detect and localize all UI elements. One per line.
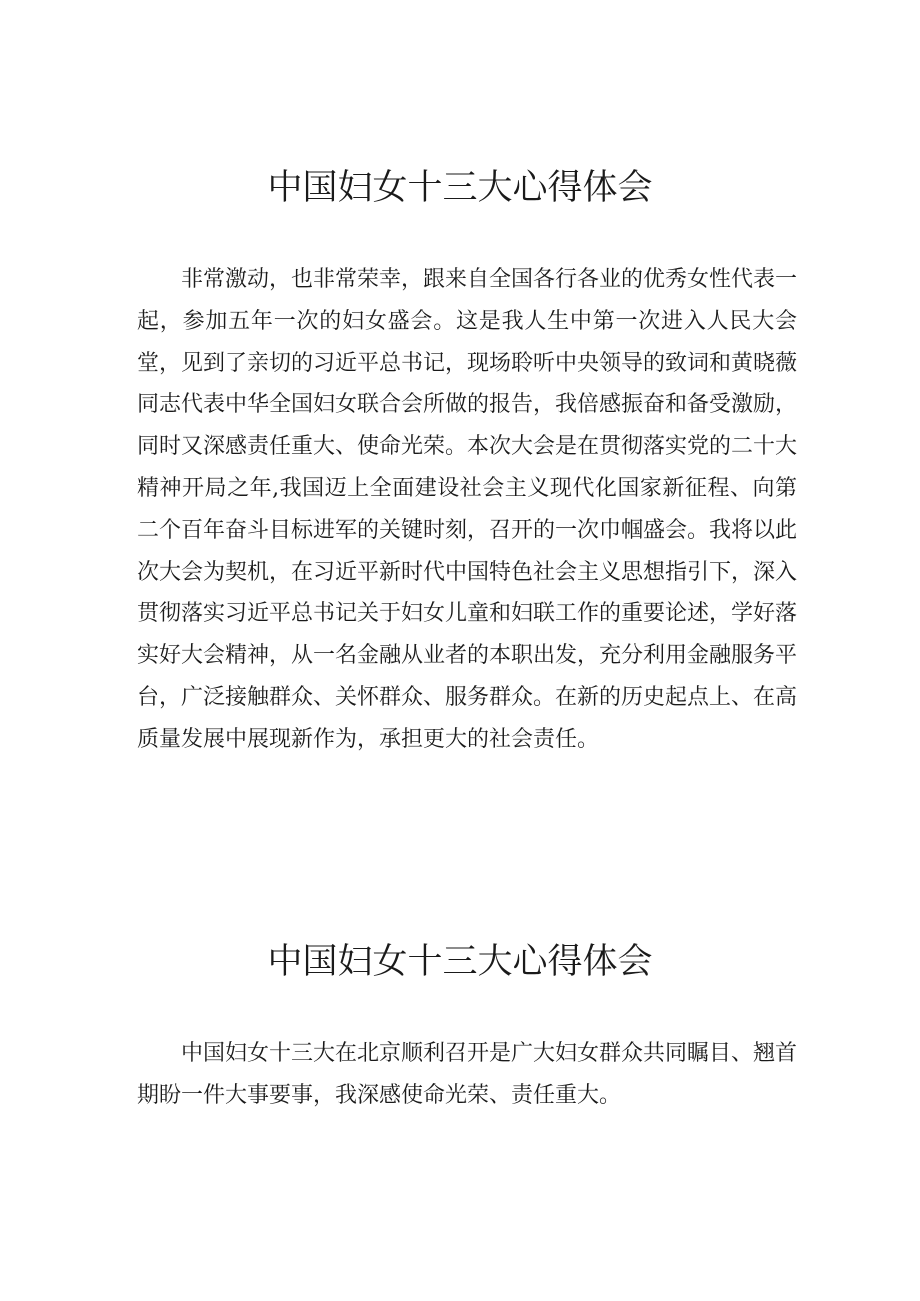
section-title-1: 中国妇女十三大心得体会 <box>267 168 653 208</box>
section-body-1: 非常激动，也非常荣幸，跟来自全国各行各业的优秀女性代表一起，参加五年一次的妇女盛会。这是我人生中第一次进入人民大会堂，见到了亲切的习近平总书记，现场聆听中央领导的致词和黄晓薇同志代表中华全国妇女联合会所做的报告，我倍感振奋和备受激励，同时又深感责任重大、使命光荣。本次大会是在贯彻落实党的二十大精神开局之年,我国迈上全面建设社会主义现代化国家新征程、向第二个百年奋斗目标进军的关键时刻，召开的一次巾帼盛会。我将以此次大会为契机，在习近平新时代中国特色社会主义思想指引下，深入贯彻落实习近平总书记关于妇女儿童和妇联工作的重要论述，学好落实好大会精神，从一名金融从业者的本职出发，充分利用金融服务平台，广泛接触群众、关怀群众、服务群众。在新的历史起点上、在高质量发展中展现新作为，承担更大的社会责任。 <box>137 267 798 752</box>
section-body-2: 中国妇女十三大在北京顺利召开是广大妇女群众共同瞩目、翘首期盼一件大事要事，我深感使命光荣、责任重大。 <box>137 1041 798 1108</box>
section-title-2: 中国妇女十三大心得体会 <box>267 942 653 982</box>
